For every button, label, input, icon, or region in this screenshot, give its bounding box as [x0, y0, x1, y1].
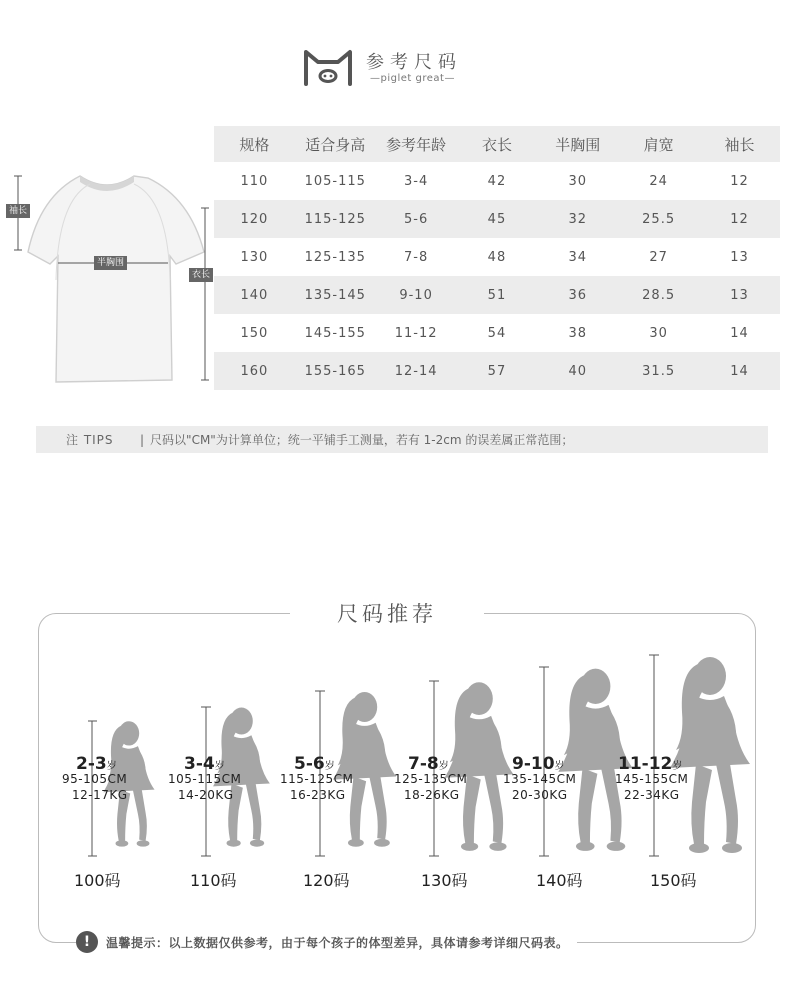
tips-separator: |: [140, 432, 145, 447]
table-cell: 7-8: [403, 249, 429, 265]
age-unit: 岁: [438, 761, 449, 772]
table-cell: 25.5: [618, 200, 699, 238]
table-cell: 135-145: [295, 276, 376, 314]
table-cell: 110: [240, 173, 269, 189]
tshirt-icon: [0, 160, 214, 390]
table-cell: 57: [457, 352, 538, 390]
col-header-chest: 半胸围: [537, 126, 618, 162]
table-row: [214, 200, 780, 238]
kid-size-code: 120码: [303, 871, 350, 890]
table-cell: 13: [699, 276, 780, 314]
kid-weight: 12-17KG: [72, 788, 128, 802]
kid-height: 95-105CM: [62, 772, 128, 786]
kid-size-code: 150码: [650, 871, 697, 890]
table-cell: 150: [240, 325, 269, 341]
table-cell: 28.5: [618, 276, 699, 314]
age-value: 7-8: [408, 754, 439, 774]
cat-logo-icon: [300, 44, 356, 88]
table-cell: 155-165: [295, 352, 376, 390]
kid-age: [76, 754, 117, 774]
table-cell: 51: [457, 276, 538, 314]
table-cell: 120: [214, 200, 295, 238]
age-unit: 岁: [214, 761, 225, 772]
table-cell: 31.5: [618, 352, 699, 390]
table-cell: 14: [730, 325, 749, 341]
age-value: 11-12: [618, 754, 673, 774]
kid-height: 135-145CM: [503, 772, 577, 786]
table-cell: 38: [568, 325, 588, 341]
table-cell: 27: [649, 249, 668, 265]
table-cell: 30: [568, 173, 588, 189]
kid-size-code: 140码: [536, 871, 583, 890]
kid-weight: 14-20KG: [178, 788, 234, 802]
table-cell: 36: [537, 276, 618, 314]
kid-age: [294, 754, 335, 774]
table-cell: 12: [730, 173, 749, 189]
tips-text: 尺码以"CM"为计算单位；统一平铺手工测量，若有 1-2cm 的误差属正常范围；: [150, 433, 574, 447]
chest-width-tag: 半胸围: [94, 256, 127, 270]
col-header-spec: 规格: [214, 126, 295, 162]
exclamation-icon: !: [76, 931, 98, 953]
brand-subtitle: —piglet great—: [370, 73, 455, 84]
size-table: [214, 126, 780, 390]
age-value: 9-10: [512, 754, 555, 774]
kid-size-code: 130码: [421, 871, 468, 890]
kid-weight: 22-34KG: [624, 788, 680, 802]
table-row: [214, 314, 780, 352]
table-cell: 12: [699, 200, 780, 238]
kid-height: 105-115CM: [168, 772, 242, 786]
warm-notice: [76, 930, 577, 954]
table-cell: 12-14: [376, 352, 457, 390]
age-unit: 岁: [106, 761, 117, 772]
table-cell: 48: [487, 249, 507, 265]
table-row: [214, 352, 780, 390]
table-cell: 24: [649, 173, 668, 189]
size-table-header: [214, 126, 780, 162]
table-cell: 30: [649, 325, 668, 341]
kid-height: 125-135CM: [394, 772, 468, 786]
kid-size-code: 110码: [190, 871, 237, 890]
table-cell: 3-4: [403, 173, 429, 189]
table-cell: 140: [214, 276, 295, 314]
kid-size-code: 100码: [74, 871, 121, 890]
kid-weight: 18-26KG: [404, 788, 460, 802]
table-row: [214, 162, 780, 200]
warm-notice-text: 温馨提示：以上数据仅供参考，由于每个孩子的体型差异，具体请参考详细尺码表。: [106, 935, 569, 950]
kid-height: 145-155CM: [615, 772, 689, 786]
table-cell: 13: [730, 249, 749, 265]
col-header-height: 适合身高: [295, 126, 376, 162]
table-cell: 40: [537, 352, 618, 390]
kid-age: [408, 754, 449, 774]
kid-weight: 16-23KG: [290, 788, 346, 802]
col-header-sleeve: 袖长: [699, 126, 780, 162]
table-cell: 11-12: [394, 325, 438, 341]
recommend-title: 尺码推荐: [337, 602, 437, 626]
table-cell: 32: [537, 200, 618, 238]
table-cell: 130: [240, 249, 269, 265]
table-cell: 145-155: [304, 325, 366, 341]
table-cell: 105-115: [304, 173, 366, 189]
table-cell: 160: [214, 352, 295, 390]
table-cell: 115-125: [295, 200, 376, 238]
col-header-age: 参考年龄: [376, 126, 457, 162]
table-cell: 54: [487, 325, 507, 341]
kid-age: [618, 754, 682, 774]
brand-title: 参考尺码: [366, 52, 462, 73]
age-value: 3-4: [184, 754, 215, 774]
body-length-tag: 衣长: [189, 268, 213, 282]
age-value: 5-6: [294, 754, 325, 774]
table-cell: 42: [487, 173, 507, 189]
table-cell: 5-6: [376, 200, 457, 238]
kid-age: [512, 754, 565, 774]
kid-figures: [0, 640, 790, 910]
age-unit: 岁: [324, 761, 335, 772]
col-header-length: 衣长: [457, 126, 538, 162]
kid-age: [184, 754, 225, 774]
table-row: [214, 238, 780, 276]
kid-height: 115-125CM: [280, 772, 354, 786]
table-cell: 45: [457, 200, 538, 238]
kid-weight: 20-30KG: [512, 788, 568, 802]
table-cell: 14: [699, 352, 780, 390]
tips-bar: [36, 426, 768, 453]
age-unit: 岁: [672, 761, 683, 772]
col-header-shoulder: 肩宽: [618, 126, 699, 162]
tips-label: 注 TIPS: [66, 433, 114, 447]
sleeve-length-tag: 袖长: [6, 204, 30, 218]
table-cell: 34: [568, 249, 588, 265]
age-value: 2-3: [76, 754, 107, 774]
table-cell: 125-135: [304, 249, 366, 265]
table-cell: 9-10: [376, 276, 457, 314]
table-row: [214, 276, 780, 314]
tshirt-diagram: [0, 160, 214, 390]
age-unit: 岁: [554, 761, 565, 772]
